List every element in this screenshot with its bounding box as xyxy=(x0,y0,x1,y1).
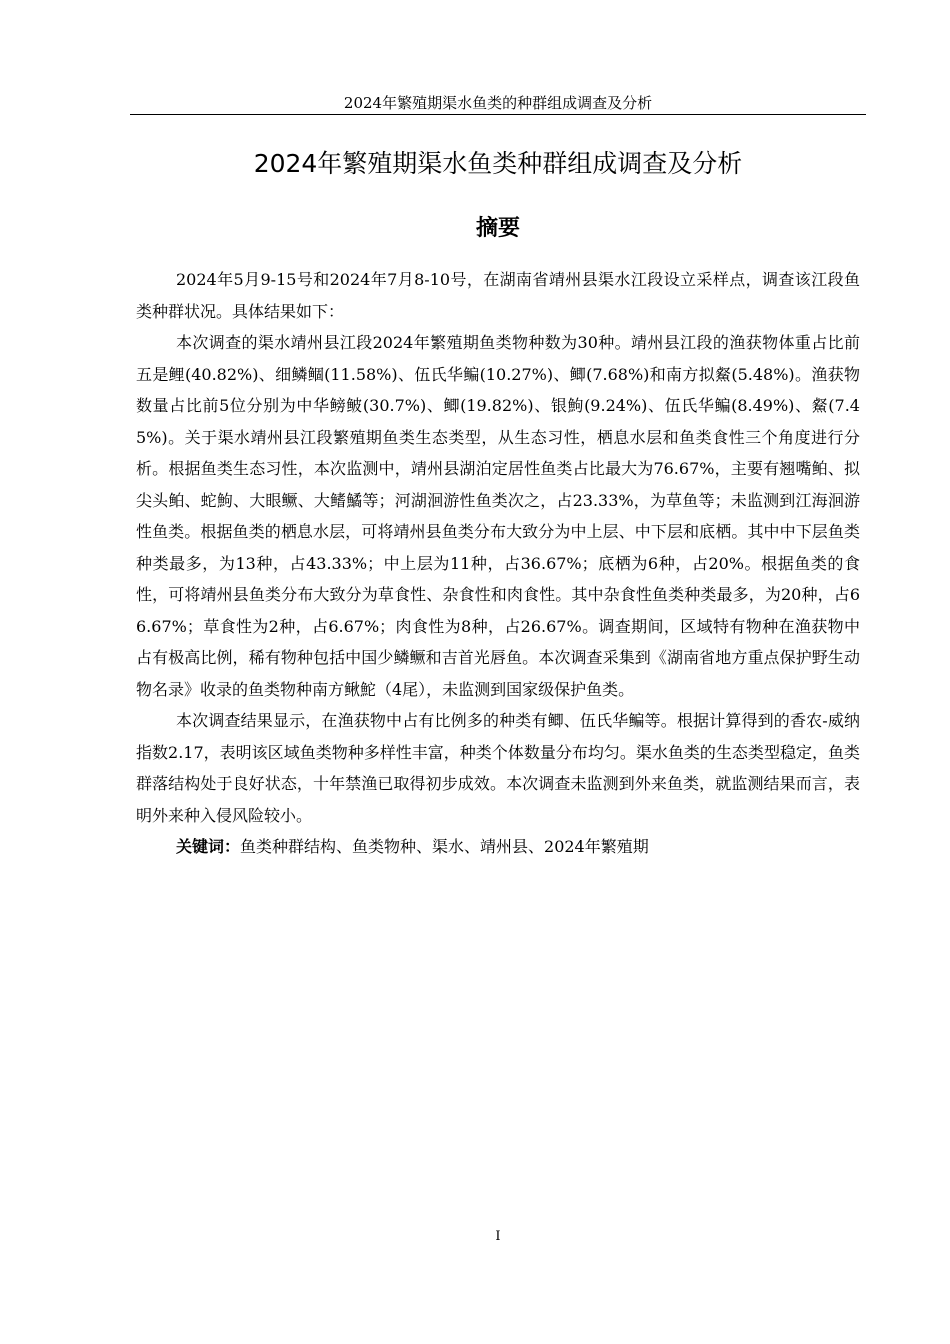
page-number: I xyxy=(495,1229,501,1244)
document-title: 2024年繁殖期渠水鱼类种群组成调查及分析 xyxy=(253,149,743,178)
abstract-body xyxy=(136,264,860,863)
keywords-label: 关键词： xyxy=(176,837,241,856)
abstract-paragraph-3: 本次调查结果显示，在渔获物中占有比例多的种类有鲫、伍氏华鳊等。根据计算得到的香农-威纳指数2.17，表明该区域鱼类物种多样性丰富，种类个体数量分布均匀。渠水鱼类的生态类型稳定，鱼类群落结构处于良好状态，十年禁渔已取得初步成效。本次调查未监测到外来鱼类，就监测结果而言，表明外来种入侵风险较小。 xyxy=(136,711,860,825)
keywords-line xyxy=(136,831,860,863)
abstract-paragraph-2: 本次调查的渠水靖州县江段2024年繁殖期鱼类物种数为30种。靖州县江段的渔获物体重占比前五是鲤(40.82%)、细鳞鲴(11.58%)、伍氏华鳊(10.27%)、鲫(7.68%)和南方拟䱗(5.48%)。渔获物数量占比前5位分别为中华鳑鲏(30.7%)、鲫(19.82%)、银鮈(9.24%)、伍氏华鳊(8.49%)、䱗(7.45%)。关于渠水靖州县江段繁殖期鱼类生态类型，从生态习性，栖息水层和鱼类食性三个角度进行分析。根据鱼类生态习性，本次监测中，靖州县湖泊定居性鱼类占比最大为76.67%，主要有翘嘴鲌、拟尖头鲌、蛇鮈、大眼鳜、大鳍鱊等；河湖洄游性鱼类次之，占23.33%，为草鱼等；未监测到江海洄游性鱼类。根据鱼类的栖息水层，可将靖州县鱼类分布大致分为中上层、中下层和底栖。其中中下层鱼类种类最多，为13种，占43.33%；中上层为11种，占36.67%；底栖为6种，占20%。根据鱼类的食性，可将靖州县鱼类分布大致分为草食性、杂食性和肉食性。其中杂食性鱼类种类最多，为20种，占66.67%；草食性为2种，占6.67%；肉食性为8种，占26.67%。调查期间，区域特有物种在渔获物中占有极高比例，稀有物种包括中国少鳞鳜和吉首光唇鱼。本次调查采集到《湖南省地方重点保护野生动物名录》收录的鱼类物种南方鳅鮀（4尾），未监测到国家级保护鱼类。 xyxy=(136,333,860,699)
running-header: 2024年繁殖期渠水鱼类的种群组成调查及分析 xyxy=(343,94,653,112)
abstract-heading: 摘要 xyxy=(475,216,520,241)
abstract-paragraph-1: 2024年5月9-15号和2024年7月8-10号，在湖南省靖州县渠水江段设立采样点，调查该江段鱼类种群状况。具体结果如下： xyxy=(136,270,860,321)
keywords-text: 鱼类种群结构、鱼类物种、渠水、靖州县、2024年繁殖期 xyxy=(240,837,649,856)
header-divider xyxy=(130,114,866,115)
